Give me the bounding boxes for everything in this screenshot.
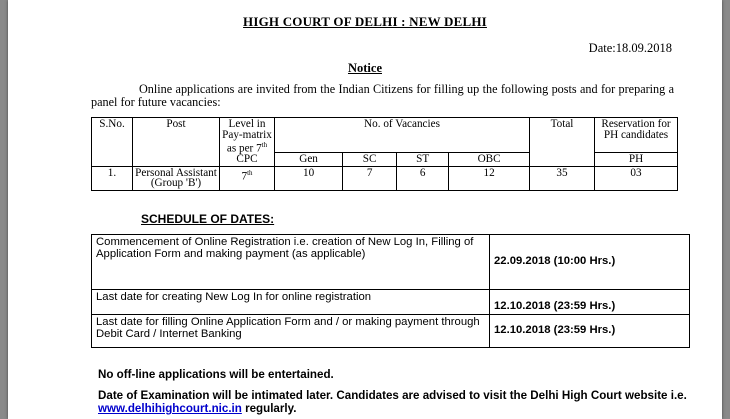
level-header-text-end: CPC bbox=[236, 153, 258, 166]
schedule-event: Commencement of Online Registration i.e. creation of New Log In, Filling of Application Form and making payment (as applicable) bbox=[92, 235, 490, 290]
col-sc-header: SC bbox=[343, 153, 397, 167]
level-header-sup: th bbox=[261, 141, 268, 149]
schedule-table bbox=[91, 234, 690, 348]
cell-level bbox=[220, 166, 275, 190]
schedule-date: 22.09.2018 (10:00 Hrs.) bbox=[490, 235, 690, 290]
schedule-date: 12.10.2018 (23:59 Hrs.) bbox=[490, 315, 690, 348]
posts-table bbox=[91, 117, 678, 191]
col-vacancies-header: No. of Vacancies bbox=[275, 118, 530, 153]
offline-note: No off-line applications will be entertained. bbox=[98, 368, 334, 381]
cell-gen: 10 bbox=[275, 166, 343, 190]
col-sno-header: S.No. bbox=[92, 118, 133, 167]
col-total-header: Total bbox=[530, 118, 595, 167]
cell-st: 6 bbox=[397, 166, 449, 190]
col-st-header: ST bbox=[397, 153, 449, 167]
exam-note bbox=[98, 389, 688, 415]
cell-ph: 03 bbox=[595, 166, 678, 190]
website-link[interactable]: www.delhihighcourt.nic.in bbox=[98, 402, 242, 415]
schedule-event: Last date for filling Online Application Form and / or making payment through Debit Card / Internet Banking bbox=[92, 315, 490, 348]
col-gen-header: Gen bbox=[275, 153, 343, 167]
schedule-heading: SCHEDULE OF DATES: bbox=[141, 212, 275, 226]
col-reservation-header: Reservation for PH candidates bbox=[595, 118, 678, 153]
document-page bbox=[8, 0, 722, 419]
exam-note-end: regularly. bbox=[241, 402, 297, 415]
cell-total: 35 bbox=[530, 166, 595, 190]
level-header-text: Level in Pay-matrix as per 7 bbox=[222, 118, 272, 155]
col-ph-header: PH bbox=[595, 153, 678, 167]
table-row bbox=[92, 235, 690, 290]
exam-note-text: Date of Examination will be intimated later. Candidates are advised to visit the Delhi High Court website i.e. bbox=[98, 389, 687, 402]
posts-header-row bbox=[92, 118, 678, 153]
schedule-event: Last date for creating New Log In for online registration bbox=[92, 290, 490, 315]
notice-heading: Notice bbox=[347, 61, 382, 75]
table-row bbox=[92, 290, 690, 315]
document-title: HIGH COURT OF DELHI : NEW DELHI bbox=[243, 14, 487, 29]
cell-sc: 7 bbox=[343, 166, 397, 190]
level-value: 7 bbox=[241, 170, 248, 183]
cell-post: Personal Assistant (Group 'B') bbox=[133, 166, 220, 190]
notice-date: Date:18.09.2018 bbox=[588, 41, 672, 55]
schedule-date: 12.10.2018 (23:59 Hrs.) bbox=[490, 290, 690, 315]
level-value-sup: th bbox=[247, 168, 253, 177]
intro-paragraph: Online applications are invited from the Indian Citizens for filling up the following posts and for preparing a panel for future vacancies: bbox=[91, 82, 674, 109]
cell-obc: 12 bbox=[449, 166, 530, 190]
cell-sno: 1. bbox=[92, 166, 133, 190]
col-level-header bbox=[220, 118, 275, 167]
table-row bbox=[92, 166, 678, 190]
col-post-header: Post bbox=[133, 118, 220, 167]
col-obc-header: OBC bbox=[449, 153, 530, 167]
table-row bbox=[92, 315, 690, 348]
